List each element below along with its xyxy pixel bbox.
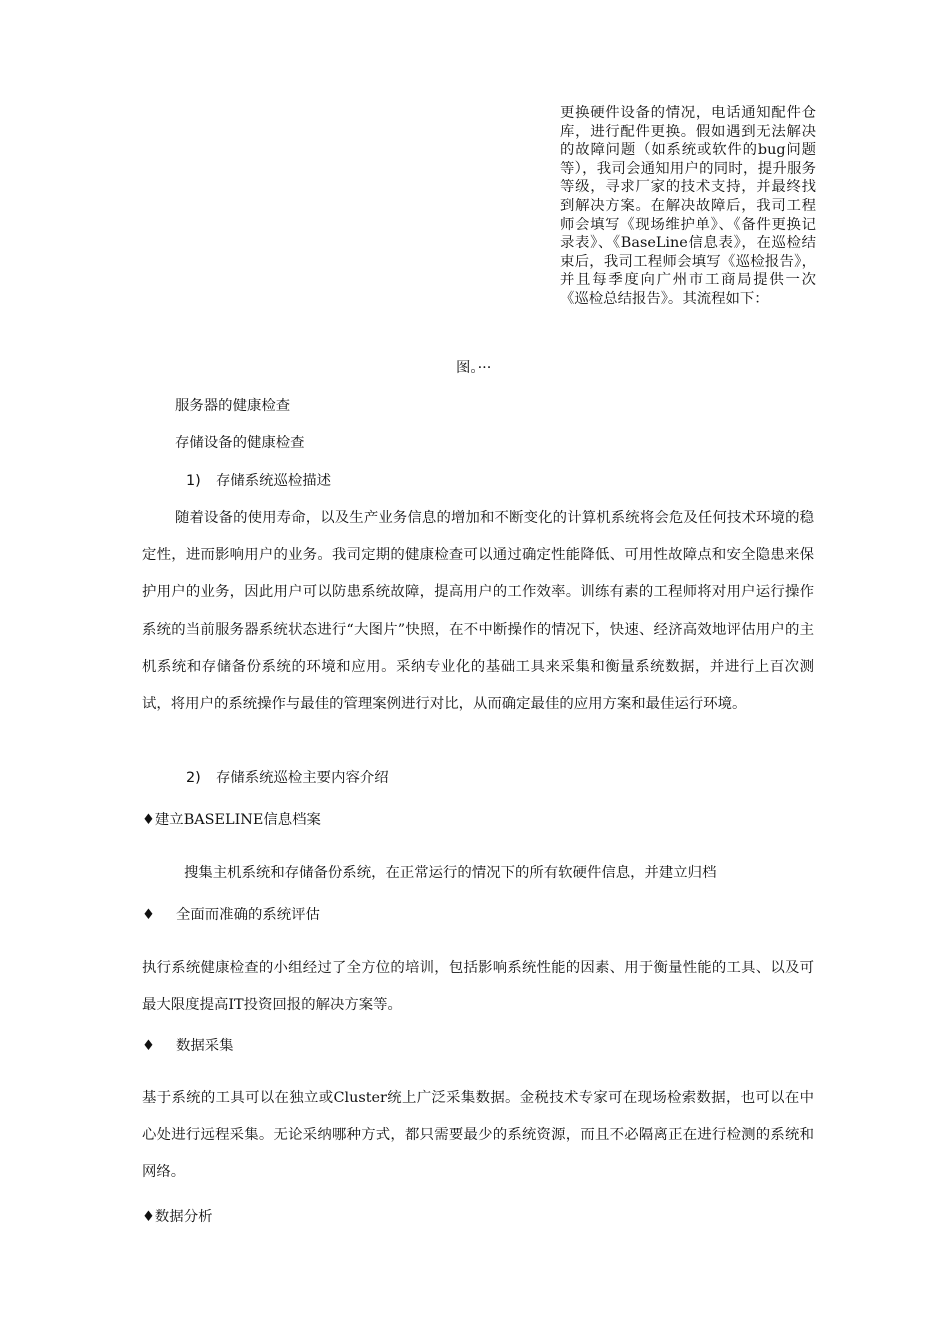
narrow-paragraph: 更换硬件设备的情况，电话通知配件仓库，进行配件更换。假如遇到无法解决的故障问题（如系统或软件的bug问题等），我司会通知用户的同时，提升服务等级，寻求厂家的技术支持，并最终找到解决方案。在解决故障后，我司工程师会填写《现场维护单》、《备件更换记录表》、《BaseLine信息表》，在巡检结束后，我司工程师会填写《巡检报告》，并且每季度向广州市工商局提供一次《巡检总结报告》。其流程如下：: [560, 105, 816, 307]
diamond-bullet-icon: ♦: [142, 1209, 155, 1225]
bullet-baseline-label: 建立BASELINE信息档案: [154, 812, 321, 828]
list-item-1-number: 1): [186, 473, 201, 489]
bullet-evaluation-label: 全面而准确的系统评估: [176, 907, 320, 923]
bullet-analysis-label: 数据分析: [154, 1209, 213, 1225]
diamond-bullet-icon: ♦: [142, 812, 155, 828]
bullet-baseline: [142, 810, 321, 830]
list-item-1: [186, 471, 331, 491]
list-item-2: [186, 768, 389, 788]
bullet-evaluation: [142, 905, 320, 925]
baseline-body: 搜集主机系统和存储备份系统，在正常运行的情况下的所有软硬件信息，并建立归档: [184, 865, 717, 881]
evaluation-paragraph: 执行系统健康检查的小组经过了全方位的培训，包括影响系统性能的因素、用于衡量性能的工具、以及可最大限度提高IT投资回报的解决方案等。: [142, 960, 814, 1014]
bullet-collection: [142, 1036, 234, 1056]
diamond-bullet-icon: ♦: [142, 907, 155, 923]
list-item-2-label: 存储系统巡检主要内容介绍: [215, 770, 389, 786]
collection-paragraph: 基于系统的工具可以在独立或Cluster统上广泛采集数据。金税技术专家可在现场检索数据，也可以在中心处进行远程采集。无论采纳哪种方式，都只需要最少的系统资源，而且不必隔离正在进行检测的系统和网络。: [142, 1090, 814, 1181]
description-paragraph: 随着设备的使用寿命，以及生产业务信息的增加和不断变化的计算机系统将会危及任何技术环境的稳定性，进而影响用户的业务。我司定期的健康检查可以通过确定性能降低、可用性故障点和安全隐患来保护用户的业务，因此用户可以防患系统故障，提高用户的工作效率。训练有素的工程师将对用户运行操作系统的当前服务器系统状态进行“大图片”快照，在不中断操作的情况下，快速、经济高效地评估用户的主机系统和存储备份系统的环境和应用。采纳专业化的基础工具来采集和衡量系统数据，并进行上百次测试，将用户的系统操作与最佳的管理案例进行对比，从而确定最佳的应用方案和最佳运行环境。: [142, 510, 814, 713]
diamond-bullet-icon: ♦: [142, 1038, 155, 1054]
heading-server-check: 服务器的健康检查: [175, 398, 291, 414]
heading-storage-check: 存储设备的健康检查: [175, 435, 305, 451]
narrow-text-block: [560, 104, 816, 309]
list-item-2-number: 2): [186, 770, 201, 786]
figure-caption: 图。···: [456, 360, 492, 376]
bullet-collection-label: 数据采集: [176, 1038, 234, 1054]
list-item-1-label: 存储系统巡检描述: [215, 473, 332, 489]
bullet-analysis: [142, 1207, 212, 1227]
